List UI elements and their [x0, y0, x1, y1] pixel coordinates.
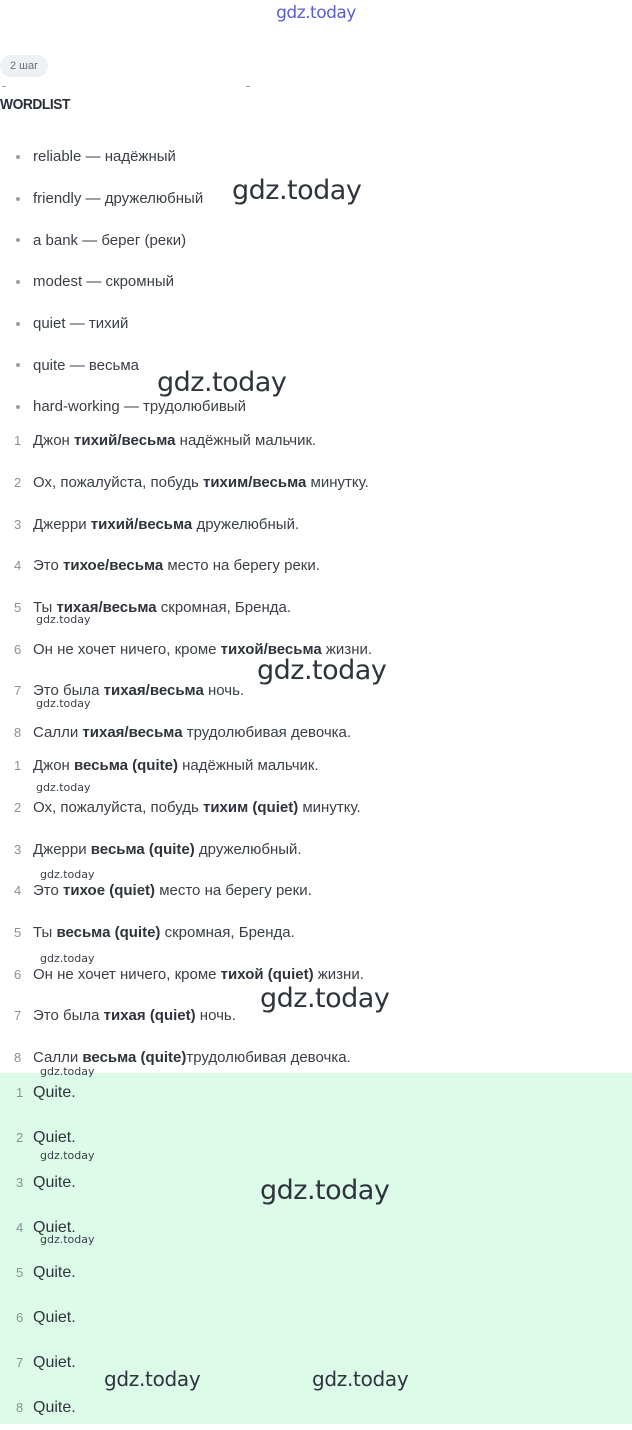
sentence-text: скромная, Бренда. — [156, 599, 291, 617]
wordlist-item — [0, 261, 632, 303]
choice-text: тихая/весьма — [82, 724, 183, 742]
watermark: gdz.today — [260, 1175, 390, 1206]
divider-mark-left — [2, 86, 6, 87]
wordlist-item-text: quiet — тихий — [33, 315, 129, 333]
watermark: gdz.today — [232, 175, 362, 206]
item-number: 5 — [14, 925, 22, 941]
choice-text: тихий/весьма — [74, 432, 176, 450]
answer-text: весьма (quite) — [90, 840, 195, 858]
wordlist-item-text: friendly — дружелюбный — [33, 190, 204, 208]
item-number: 4 — [14, 883, 22, 899]
item-number: 6 — [14, 966, 22, 982]
answer-text: тихим (quiet) — [202, 799, 299, 817]
answer-text: весьма (quite) — [82, 1049, 187, 1067]
choice-text: тихая/весьма — [56, 599, 157, 617]
answer-word: Quite. — [33, 1398, 76, 1416]
answer-word: Quiet. — [33, 1353, 76, 1371]
item-number: 7 — [16, 1355, 24, 1370]
sentence — [33, 432, 316, 449]
exercise-list — [0, 420, 632, 754]
watermark-small: gdz.today — [40, 1065, 95, 1078]
sentence-text: Салли — [33, 724, 83, 742]
wordlist-item-text: a bank — берег (реки) — [33, 231, 187, 249]
item-number: 7 — [14, 1008, 22, 1024]
item-number: 3 — [14, 516, 22, 532]
sentence-text: надёжный мальчик. — [177, 757, 319, 775]
sentence — [33, 724, 351, 741]
wordlist-item-text: quite — весьма — [33, 356, 139, 374]
item-number: 3 — [16, 1175, 24, 1190]
watermark-small: gdz.today — [40, 1149, 95, 1162]
sentence — [33, 966, 364, 983]
choice-text: тихая/весьма — [103, 682, 204, 700]
item-number: 8 — [14, 1050, 22, 1066]
wordlist-item — [0, 344, 632, 386]
answer-text: весьма (quite) — [56, 924, 161, 942]
watermark-small: gdz.today — [36, 697, 91, 710]
item-number: 2 — [14, 800, 22, 816]
answer-text: тихой (quiet) — [220, 965, 314, 983]
answer-item — [0, 1295, 632, 1340]
sentence-text: место на берегу реки. — [163, 557, 320, 575]
sentence — [33, 474, 369, 491]
sentence — [33, 757, 319, 774]
sentence — [33, 841, 302, 858]
exercise-item — [0, 587, 632, 629]
answer-word: Quite. — [33, 1083, 76, 1101]
item-number: 7 — [14, 683, 22, 699]
exercise-item — [0, 545, 632, 587]
watermark-small: gdz.today — [40, 952, 95, 965]
sentence-text: Ты — [33, 924, 57, 942]
sentence-text: Ох, пожалуйста, побудь — [33, 474, 203, 492]
item-number: 5 — [16, 1265, 24, 1280]
wordlist-item-text: reliable — надёжный — [33, 148, 176, 166]
sentence-text: Салли — [33, 1049, 83, 1067]
item-number: 1 — [14, 758, 22, 774]
sentence-text: Джон — [33, 432, 74, 450]
item-number: 6 — [14, 641, 22, 657]
solution-item — [0, 828, 632, 870]
item-number: 1 — [16, 1085, 24, 1100]
sentence-text: дружелюбный. — [194, 840, 302, 858]
answer-word: Quite. — [33, 1263, 76, 1281]
wordlist-title: WORDLIST — [0, 96, 70, 113]
item-number: 4 — [16, 1220, 24, 1235]
site-logo[interactable]: gdz.today — [276, 3, 356, 23]
sentence-text: Он не хочет ничего, кроме — [33, 640, 221, 658]
sentence — [33, 799, 361, 816]
sentence — [33, 1049, 351, 1066]
answer-text: тихое (quiet) — [63, 882, 156, 900]
answer-word: Quiet. — [33, 1128, 76, 1146]
choice-text: тихий/весьма — [90, 515, 193, 533]
wordlist-item — [0, 136, 632, 178]
watermark-small: gdz.today — [40, 1233, 95, 1246]
wordlist-item — [0, 303, 632, 345]
answer-word: Quite. — [33, 1173, 76, 1191]
sentence-text: Это была — [33, 682, 104, 700]
sentence-text: Джерри — [33, 515, 91, 533]
sentence-text: Это — [33, 557, 63, 575]
solution-item — [0, 912, 632, 954]
sentence-text: Это — [33, 882, 63, 900]
choice-text: тихое/весьма — [63, 557, 164, 575]
sentence — [33, 924, 295, 941]
sentence-text: Он не хочет ничего, кроме — [33, 965, 221, 983]
sentence-text: надёжный мальчик. — [175, 432, 317, 450]
sentence — [33, 557, 320, 574]
answer-item — [0, 1385, 632, 1430]
answer-text: тихая (quiet) — [103, 1007, 196, 1025]
watermark: gdz.today — [257, 655, 387, 686]
sentence — [33, 882, 312, 899]
exercise-item — [0, 503, 632, 545]
sentence-text: трудолюбивая девочка. — [186, 1049, 351, 1067]
sentence-text: жизни. — [321, 640, 373, 658]
sentence-text: Джон — [33, 757, 74, 775]
item-number: 8 — [16, 1400, 24, 1415]
wordlist-item — [0, 219, 632, 261]
divider-mark-right — [246, 86, 250, 87]
answer-item — [0, 1250, 632, 1295]
exercise-item — [0, 462, 632, 504]
sentence-text: Джерри — [33, 840, 91, 858]
item-number: 5 — [14, 600, 22, 616]
sentence-text: жизни. — [313, 965, 364, 983]
item-number: 1 — [14, 433, 22, 449]
watermark-small: gdz.today — [36, 781, 91, 794]
watermark: gdz.today — [260, 983, 390, 1014]
item-number: 3 — [14, 841, 22, 857]
sentence-text: ночь. — [195, 1007, 236, 1025]
solution-list — [0, 745, 632, 1079]
sentence-text: минутку. — [306, 474, 369, 492]
watermark-small: gdz.today — [40, 868, 95, 881]
item-number: 2 — [16, 1130, 24, 1145]
watermark: gdz.today — [312, 1367, 409, 1391]
watermark-small: gdz.today — [36, 613, 91, 626]
sentence-text: Ох, пожалуйста, побудь — [33, 799, 203, 817]
watermark: gdz.today — [104, 1367, 201, 1391]
choice-text: тихим/весьма — [202, 474, 307, 492]
item-number: 2 — [14, 475, 22, 491]
sentence-text: дружелюбный. — [192, 515, 300, 533]
step-badge: 2 шаг — [0, 55, 48, 77]
wordlist-item-text: hard-working — трудолюбивый — [33, 398, 246, 416]
sentence — [33, 516, 299, 533]
answer-text: весьма (quite) — [74, 757, 178, 775]
answer-word: Quiet. — [33, 1218, 76, 1236]
solution-item — [0, 745, 632, 787]
sentence — [33, 1007, 236, 1024]
wordlist-item-text: modest — скромный — [33, 273, 175, 291]
sentence-text: трудолюбивая девочка. — [182, 724, 352, 742]
item-number: 6 — [16, 1310, 24, 1325]
item-number: 4 — [14, 558, 22, 574]
watermark: gdz.today — [157, 367, 287, 398]
sentence-text: скромная, Бренда. — [160, 924, 295, 942]
sentence-text: место на берегу реки. — [155, 882, 312, 900]
item-number: 8 — [14, 725, 22, 741]
choice-text: тихой/весьма — [220, 640, 322, 658]
sentence-text: Ты — [33, 599, 57, 617]
sentence-text: ночь. — [203, 682, 245, 700]
answer-word: Quiet. — [33, 1308, 76, 1326]
sentence-text: Это была — [33, 1007, 104, 1025]
sentence-text: минутку. — [298, 799, 361, 817]
solution-item — [0, 787, 632, 829]
exercise-item — [0, 420, 632, 462]
